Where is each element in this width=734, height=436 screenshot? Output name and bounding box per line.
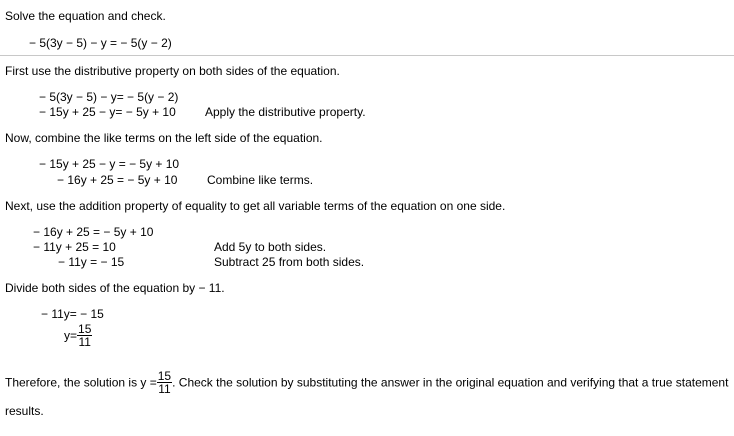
step3-line-1: − 16y + 25 = − 5y + 10: [33, 225, 154, 239]
step1-line-2: − 15y + 25 − y= − 5y + 10: [39, 105, 176, 119]
step2-line-1: − 15y + 25 − y = − 5y + 10: [39, 157, 180, 171]
conclusion-fraction: [157, 370, 172, 395]
step3-note-2: Subtract 25 from both sides.: [214, 255, 365, 269]
conclusion-suffix: . Check the solution by substituting the answer in the original equation and verifying that a true statement: [172, 375, 729, 390]
step1-note: Apply the distributive property.: [205, 105, 366, 119]
step4-numerator: 15: [78, 322, 92, 336]
step4-solution: [64, 323, 92, 348]
step3-line-2: − 11y + 25 = 10: [33, 240, 116, 254]
step1-instruction: First use the distributive property on both sides of the equation.: [5, 64, 340, 78]
problem-prompt: Solve the equation and check.: [5, 9, 166, 23]
step3-line-3: − 11y = − 15: [58, 255, 125, 269]
step2-line-2: − 16y + 25 = − 5y + 10: [57, 173, 178, 187]
step3-instruction: Next, use the addition property of equality to get all variable terms of the equation on one side.: [5, 199, 506, 213]
problem-equation: − 5(3y − 5) − y = − 5(y − 2): [29, 36, 172, 50]
step3-note-1: Add 5y to both sides.: [214, 240, 327, 254]
step4-denominator: 11: [78, 335, 91, 349]
step4-lhs: y=: [64, 328, 78, 343]
step1-line-1: − 5(3y − 5) − y= − 5(y − 2): [39, 90, 179, 104]
step4-line-1: − 11y= − 15: [41, 307, 104, 321]
step2-note: Combine like terms.: [207, 173, 314, 187]
step4-fraction: [77, 323, 92, 348]
step2-instruction: Now, combine the like terms on the left side of the equation.: [5, 131, 323, 145]
conclusion-prefix: Therefore, the solution is y =: [5, 375, 157, 390]
conclusion-denominator: 11: [158, 382, 171, 396]
step4-instruction: Divide both sides of the equation by − 11.: [5, 281, 225, 295]
conclusion-continuation: results.: [5, 404, 44, 418]
conclusion-line: [5, 370, 728, 395]
conclusion-numerator: 15: [157, 369, 172, 383]
divider: [0, 55, 734, 56]
